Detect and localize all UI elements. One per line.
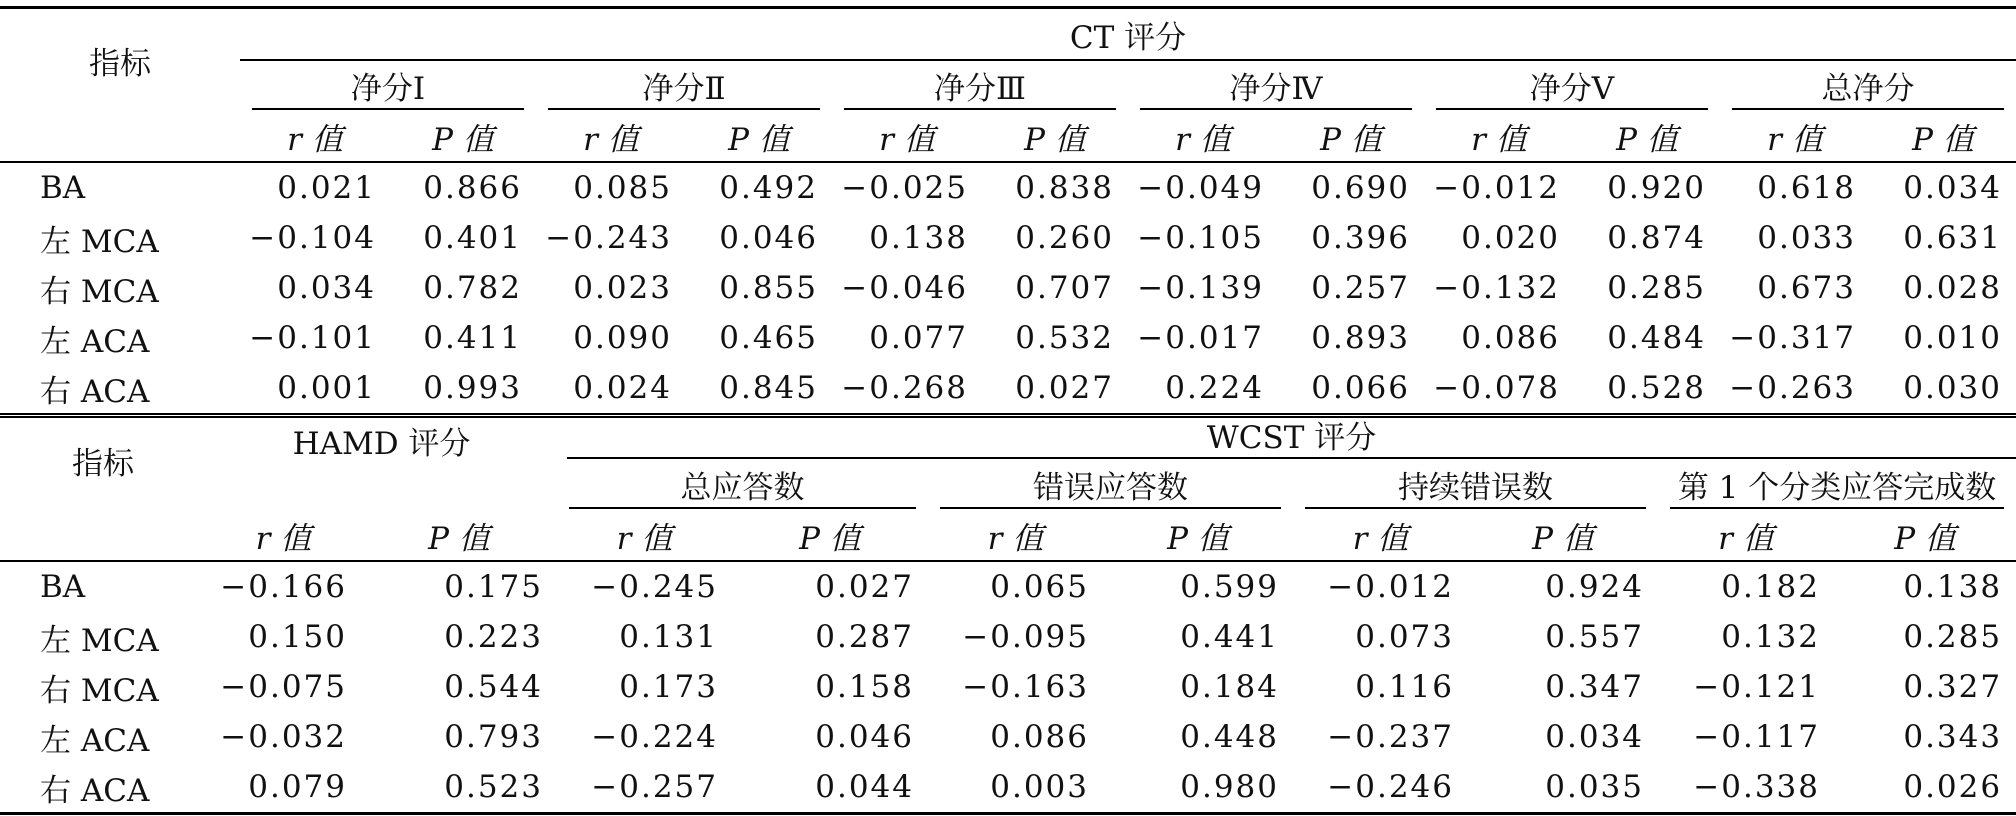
r-value-cell: −0.257: [591, 769, 718, 805]
r-value-cell: −0.101: [249, 320, 376, 356]
r-value-cell: 0.079: [248, 769, 347, 805]
p-value-cell: 0.046: [719, 220, 818, 256]
r-value-cell: 0.077: [869, 320, 968, 356]
p-value-cell: 0.285: [1607, 270, 1706, 306]
r-label: r 值: [206, 510, 361, 561]
p-value-cell: 0.782: [423, 270, 522, 306]
r-value-cell: −0.224: [591, 719, 718, 755]
p-value-cell: 0.027: [815, 569, 914, 605]
p-value-cell: 0.855: [719, 270, 818, 306]
column-header: 净分Ⅴ: [1436, 63, 1708, 110]
r-value-cell: −0.095: [962, 619, 1089, 655]
p-value-cell: 0.631: [1903, 220, 2002, 256]
r-value-cell: 0.023: [573, 270, 672, 306]
p-label: P 值: [1468, 510, 1658, 561]
r-value-cell: −0.012: [1433, 170, 1560, 206]
row-label: 右 ACA: [40, 772, 150, 809]
r-value-cell: 0.001: [277, 370, 376, 406]
hamd-title: HAMD 评分: [292, 426, 471, 462]
corner-label: 指标: [89, 45, 151, 82]
row-label: 右 ACA: [40, 373, 150, 410]
p-value-cell: 0.175: [444, 569, 543, 605]
p-value-cell: 0.066: [1311, 370, 1410, 406]
r-value-cell: 0.021: [277, 170, 376, 206]
table-row: [0, 162, 2016, 213]
r-value-cell: 0.116: [1355, 669, 1454, 705]
r-value-cell: −0.245: [591, 569, 718, 605]
p-label: P 值: [1103, 510, 1293, 561]
r-value-cell: 0.073: [1355, 619, 1454, 655]
p-value-cell: 0.044: [815, 769, 914, 805]
r-value-cell: −0.163: [962, 669, 1089, 705]
p-value-cell: 0.158: [815, 669, 914, 705]
r-value-cell: −0.049: [1137, 170, 1264, 206]
table-row: [0, 561, 2016, 612]
table-row: [0, 213, 2016, 263]
column-header: 净分Ⅲ: [844, 63, 1116, 110]
ct-score-table: [0, 6, 2016, 418]
column-header: 第 1 个分类应答完成数: [1670, 462, 2004, 509]
p-value-cell: 0.287: [815, 619, 914, 655]
r-value-cell: −0.012: [1327, 569, 1454, 605]
p-value-cell: 0.327: [1903, 669, 2003, 705]
r-value-cell: −0.268: [841, 370, 968, 406]
r-value-cell: 0.173: [619, 669, 718, 705]
p-value-cell: 0.138: [1903, 569, 2003, 605]
p-value-cell: 0.484: [1607, 320, 1706, 356]
p-value-cell: 0.893: [1311, 320, 1410, 356]
r-value-cell: −0.025: [841, 170, 968, 206]
r-value-cell: −0.132: [1433, 270, 1560, 306]
r-value-cell: 0.618: [1757, 170, 1856, 206]
table-row: [0, 363, 2016, 416]
r-value-cell: −0.243: [545, 220, 672, 256]
r-label: r 值: [536, 111, 686, 162]
p-value-cell: 0.993: [423, 370, 522, 406]
p-value-cell: 0.046: [815, 719, 914, 755]
p-value-cell: 0.223: [444, 619, 543, 655]
r-value-cell: 0.673: [1757, 270, 1856, 306]
r-value-cell: 0.034: [277, 270, 376, 306]
column-header-row: [0, 60, 2016, 111]
r-value-cell: −0.104: [249, 220, 376, 256]
row-label: BA: [40, 170, 86, 206]
corner-label: 指标: [72, 445, 134, 482]
p-value-cell: 0.557: [1545, 619, 1644, 655]
r-value-cell: 0.020: [1461, 220, 1560, 256]
p-value-cell: 0.030: [1903, 370, 2002, 406]
p-value-cell: 0.599: [1180, 569, 1279, 605]
r-value-cell: 0.065: [990, 569, 1089, 605]
p-value-cell: 0.690: [1311, 170, 1410, 206]
row-label: 右 MCA: [40, 672, 159, 709]
p-value-cell: 0.492: [719, 170, 818, 206]
p-label: P 值: [1278, 111, 1424, 162]
r-value-cell: 0.033: [1757, 220, 1856, 256]
table-row: [0, 662, 2016, 712]
p-value-cell: 0.544: [444, 669, 543, 705]
r-value-cell: 0.150: [248, 619, 347, 655]
p-value-cell: 0.441: [1180, 619, 1279, 655]
r-value-cell: −0.139: [1137, 270, 1264, 306]
column-header: 净分Ⅳ: [1140, 63, 1412, 110]
p-label: P 值: [732, 510, 928, 561]
column-header: 错误应答数: [940, 462, 1281, 509]
r-label: r 值: [1658, 510, 1834, 561]
r-value-cell: 0.138: [869, 220, 968, 256]
stat-header-row: [0, 510, 2016, 561]
p-value-cell: 0.027: [1015, 370, 1114, 406]
r-label: r 值: [557, 510, 732, 561]
column-header: 净分Ⅰ: [252, 63, 524, 110]
r-value-cell: 0.085: [573, 170, 672, 206]
p-label: P 值: [1870, 111, 2016, 162]
r-value-cell: 0.024: [573, 370, 672, 406]
r-value-cell: −0.338: [1693, 769, 1820, 805]
p-value-cell: 0.343: [1903, 719, 2003, 755]
r-value-cell: −0.017: [1137, 320, 1264, 356]
p-value-cell: 0.396: [1311, 220, 1410, 256]
r-label: r 值: [1293, 510, 1468, 561]
r-value-cell: 0.131: [619, 619, 718, 655]
r-label: r 值: [240, 111, 390, 162]
r-value-cell: −0.263: [1729, 370, 1856, 406]
p-label: P 值: [1834, 510, 2016, 561]
r-value-cell: −0.078: [1433, 370, 1560, 406]
stat-header-row: [0, 111, 2016, 162]
r-value-cell: −0.246: [1327, 769, 1454, 805]
p-label: P 值: [390, 111, 536, 162]
r-value-cell: −0.121: [1693, 669, 1820, 705]
r-value-cell: 0.086: [1461, 320, 1560, 356]
r-value-cell: −0.105: [1137, 220, 1264, 256]
p-value-cell: 0.920: [1607, 170, 1706, 206]
r-value-cell: 0.086: [990, 719, 1089, 755]
r-label: r 值: [1424, 111, 1574, 162]
row-label: 左 ACA: [40, 722, 150, 759]
row-label: 右 MCA: [40, 273, 159, 310]
r-label: r 值: [832, 111, 982, 162]
p-value-cell: 0.845: [719, 370, 818, 406]
p-value-cell: 0.285: [1903, 619, 2003, 655]
p-value-cell: 0.411: [423, 320, 522, 356]
group-title: WCST 评分: [567, 412, 2016, 459]
p-value-cell: 0.257: [1311, 270, 1410, 306]
p-value-cell: 0.347: [1545, 669, 1644, 705]
r-label: r 值: [928, 510, 1103, 561]
table-row: [0, 313, 2016, 363]
group-title: CT 评分: [240, 8, 2016, 61]
table-row: [0, 712, 2016, 762]
p-label: P 值: [1574, 111, 1720, 162]
p-label: P 值: [982, 111, 1128, 162]
p-value-cell: 0.866: [423, 170, 522, 206]
p-value-cell: 0.532: [1015, 320, 1114, 356]
r-label: r 值: [1128, 111, 1278, 162]
p-value-cell: 0.874: [1607, 220, 1706, 256]
p-value-cell: 0.838: [1015, 170, 1114, 206]
p-value-cell: 0.028: [1903, 270, 2002, 306]
hamd-wcst-table: [0, 410, 2016, 815]
r-label: r 值: [1720, 111, 1870, 162]
column-header: 净分Ⅱ: [548, 63, 820, 110]
r-value-cell: −0.032: [220, 719, 347, 755]
p-value-cell: 0.528: [1607, 370, 1706, 406]
row-label: 左 ACA: [40, 323, 150, 360]
p-value-cell: 0.980: [1180, 769, 1279, 805]
row-label: BA: [40, 569, 86, 605]
table-row: [0, 263, 2016, 313]
r-value-cell: −0.166: [220, 569, 347, 605]
table-row: [0, 762, 2016, 814]
p-value-cell: 0.401: [423, 220, 522, 256]
p-value-cell: 0.448: [1180, 719, 1279, 755]
r-value-cell: −0.075: [220, 669, 347, 705]
r-value-cell: −0.117: [1693, 719, 1820, 755]
p-value-cell: 0.034: [1903, 170, 2002, 206]
row-label: 左 MCA: [40, 622, 159, 659]
p-value-cell: 0.793: [444, 719, 543, 755]
p-value-cell: 0.260: [1015, 220, 1114, 256]
column-header: 持续错误数: [1305, 462, 1646, 509]
r-value-cell: 0.132: [1721, 619, 1820, 655]
p-label: P 值: [686, 111, 832, 162]
p-value-cell: 0.035: [1545, 769, 1644, 805]
r-value-cell: 0.182: [1721, 569, 1820, 605]
column-header: 总净分: [1732, 63, 2004, 110]
column-header: 总应答数: [569, 462, 916, 509]
row-label: 左 MCA: [40, 223, 159, 260]
r-value-cell: −0.046: [841, 270, 968, 306]
p-value-cell: 0.026: [1903, 769, 2003, 805]
r-value-cell: 0.224: [1165, 370, 1264, 406]
table-row: [0, 612, 2016, 662]
p-value-cell: 0.924: [1545, 569, 1644, 605]
r-value-cell: −0.317: [1729, 320, 1856, 356]
r-value-cell: 0.090: [573, 320, 672, 356]
p-value-cell: 0.184: [1180, 669, 1279, 705]
p-value-cell: 0.034: [1545, 719, 1644, 755]
p-value-cell: 0.010: [1903, 320, 2002, 356]
r-value-cell: −0.237: [1327, 719, 1454, 755]
r-value-cell: 0.003: [990, 769, 1089, 805]
p-value-cell: 0.523: [444, 769, 543, 805]
p-value-cell: 0.465: [719, 320, 818, 356]
p-value-cell: 0.707: [1015, 270, 1114, 306]
p-label: P 值: [361, 510, 557, 561]
